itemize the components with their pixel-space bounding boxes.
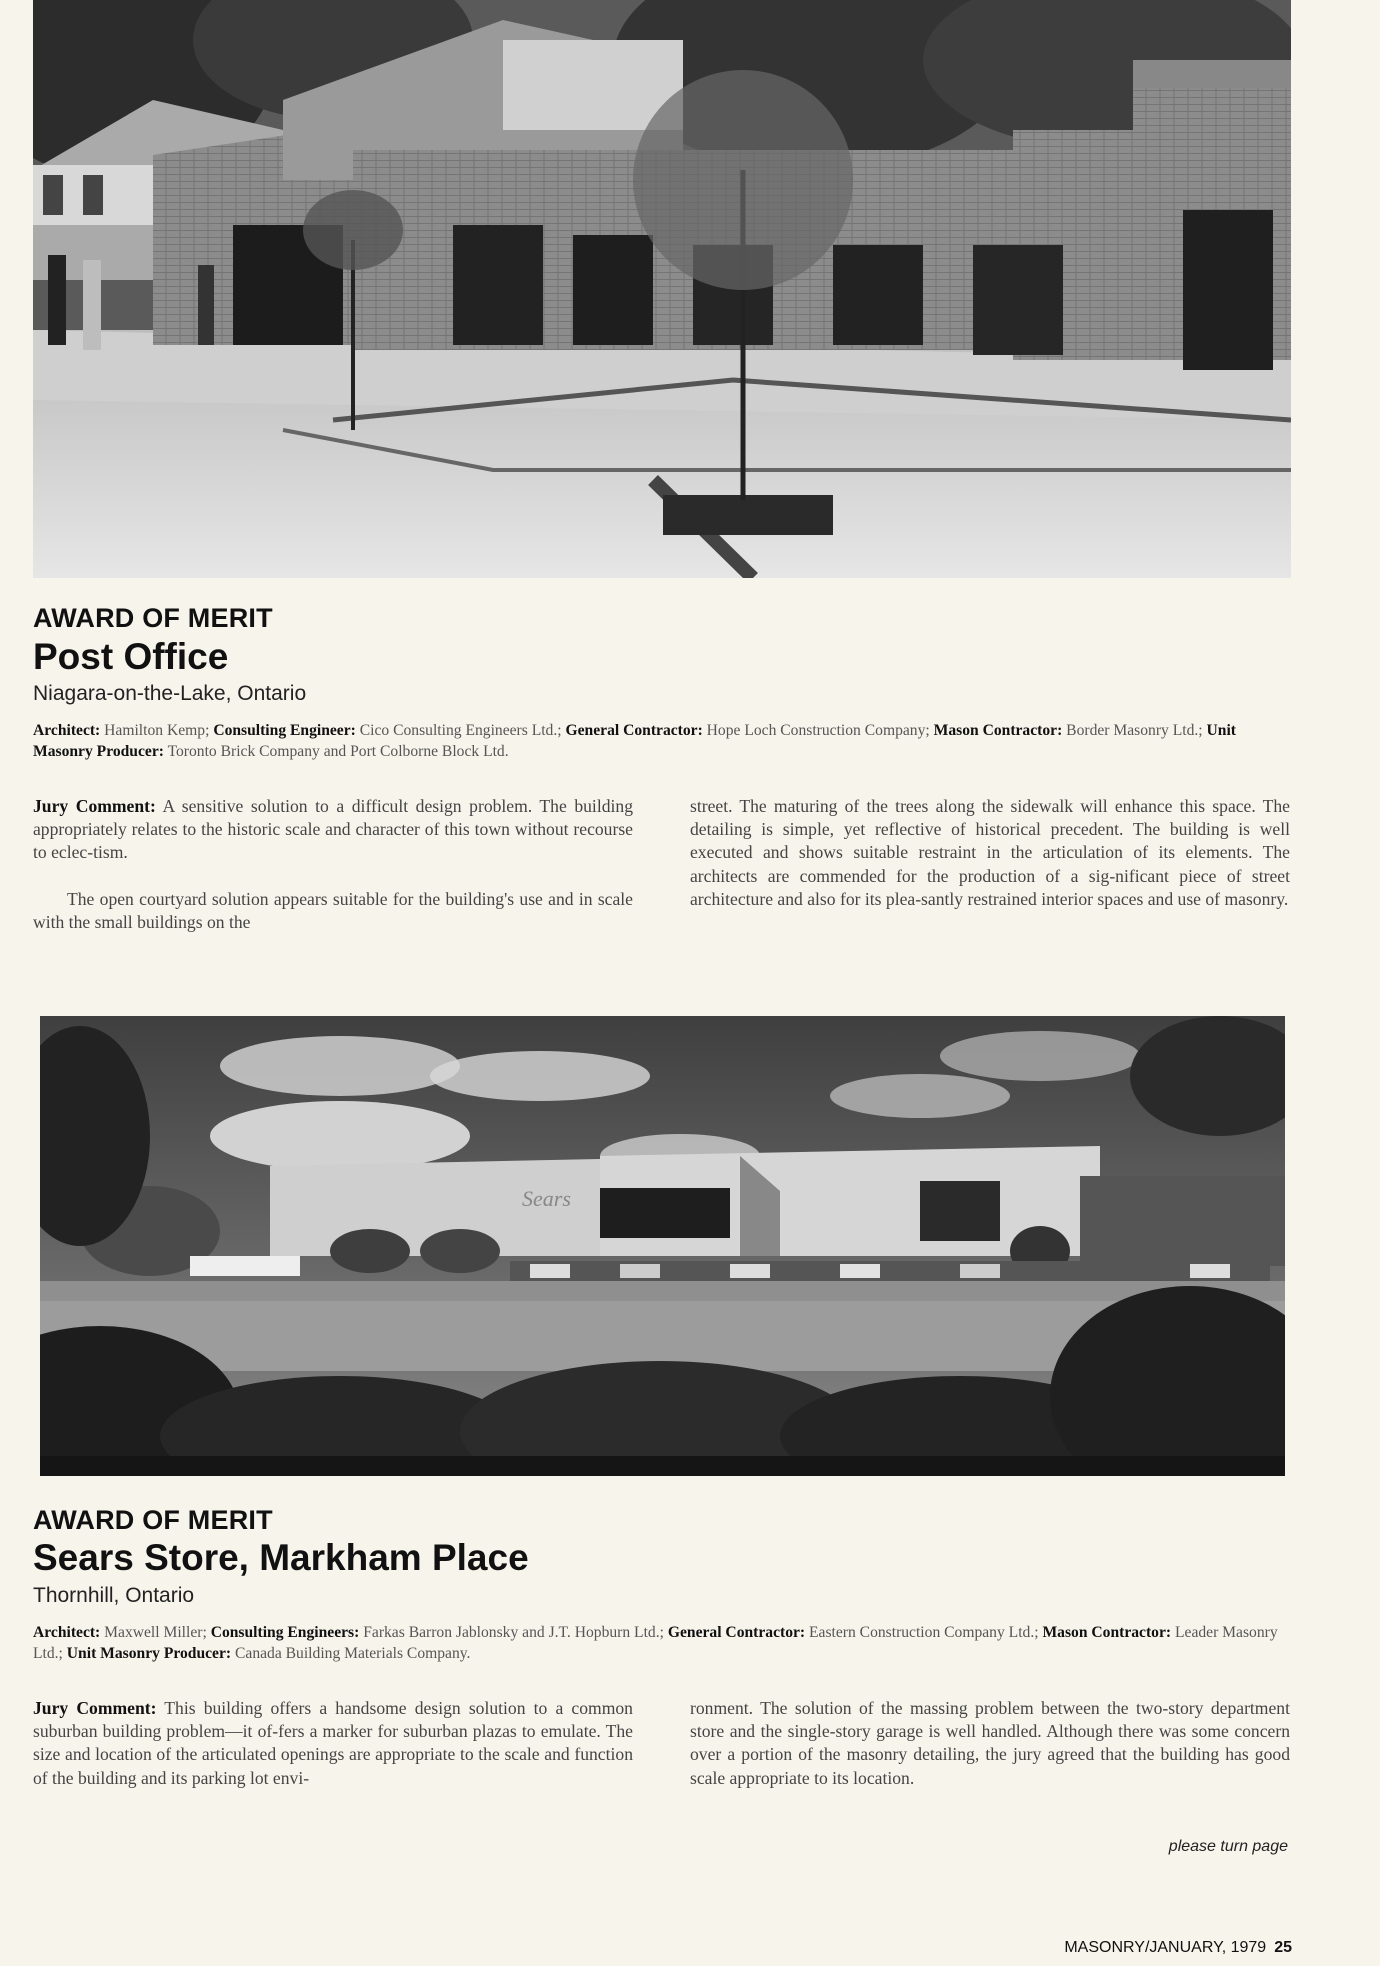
credit-value: Maxwell Miller; <box>104 1624 207 1641</box>
sears-sign: Sears <box>522 1186 571 1211</box>
credit-label: Mason Contractor: <box>1042 1624 1172 1641</box>
article-title-sears: Sears Store, Markham Place <box>33 1537 529 1578</box>
award-heading-1: AWARD OF MERIT <box>33 603 273 633</box>
jury-comment-text: street. The maturing of the trees along the sidewalk will enhance this space. The detailing is simple, yet reflective of historical precedent. The building is well executed and shows suitable restraint in the articulation of its elements. The architects are commended for the production of a sig-nificant piece of street architecture and also for its plea-santly restrained interior spaces and use of masonry. <box>690 796 1290 909</box>
jury-comment-text: ronment. The solution of the massing problem between the two-story department store and the single-story garage is well handled. Although there was some concern over a portion of the masonry detailing, the jury agreed that the building has good scale appropriate to its location. <box>690 1698 1290 1788</box>
credit-label: General Contractor: <box>667 1624 806 1641</box>
credit-label: Mason Contractor: <box>933 722 1063 739</box>
article2-column-2 <box>690 1697 1290 1790</box>
credit-value: Cico Consulting Engineers Ltd.; <box>359 722 562 739</box>
credit-label: Consulting Engineers: <box>210 1624 360 1641</box>
credit-value: Hamilton Kemp; <box>104 722 210 739</box>
page-footer <box>1064 1939 1292 1957</box>
credit-label: Unit Masonry Producer: <box>33 722 1236 760</box>
credit-value: Toronto Brick Company and Port Colborne Block Ltd. <box>167 743 509 760</box>
article-location-1: Niagara-on-the-Lake, Ontario <box>33 682 307 705</box>
jury-comment-label: Jury Comment: <box>33 1698 157 1718</box>
article1-column-1 <box>33 795 633 934</box>
sears-store-photo <box>40 1016 1285 1476</box>
credits-block-2 <box>33 1622 1293 1664</box>
credits-block-1 <box>33 720 1293 762</box>
credit-label: General Contractor: <box>565 722 703 739</box>
jury-comment-label: Jury Comment: <box>33 796 156 816</box>
post-office-photo <box>33 0 1291 578</box>
credit-label: Consulting Engineer: <box>213 722 356 739</box>
credit-value: Eastern Construction Company Ltd.; <box>809 1624 1039 1641</box>
credit-value: Leader Masonry Ltd.; <box>33 1624 1278 1662</box>
jury-comment-text: This building offers a handsome design solution to a common suburban building problem—it of-fers a marker for suburban plazas to emulate. The size and location of the articulated openings are appropriate to the scale and function of the building and its parking lot envi- <box>33 1698 633 1788</box>
article-location-2: Thornhill, Ontario <box>33 1584 195 1607</box>
credit-label: Unit Masonry Producer: <box>66 1645 232 1662</box>
jury-comment-text: A sensitive solution to a difficult design problem. The building appropriately relates to the historic scale and character of this town without recourse to eclec-tism. <box>33 796 633 863</box>
please-turn-page: please turn page <box>1168 1838 1288 1855</box>
article2-column-1 <box>33 1697 633 1790</box>
article1-column-2 <box>690 795 1290 911</box>
credit-value: Border Masonry Ltd.; <box>1066 722 1203 739</box>
credit-label: Architect: <box>33 1624 101 1641</box>
credit-label: Architect: <box>33 722 101 739</box>
article-title-post-office: Post Office <box>33 636 229 677</box>
credit-value: Farkas Barron Jablonsky and J.T. Hopburn Ltd.; <box>363 1624 664 1641</box>
jury-comment-text: The open courtyard solution appears suitable for the building's use and in scale with the small buildings on the <box>33 888 633 932</box>
credit-value: Hope Loch Construction Company; <box>706 722 930 739</box>
credit-value: Canada Building Materials Company. <box>235 1645 471 1662</box>
page-number: 25 <box>1274 1939 1292 1956</box>
publication-info: MASONRY/JANUARY, 1979 <box>1064 1939 1267 1956</box>
award-heading-2: AWARD OF MERIT <box>33 1505 273 1535</box>
